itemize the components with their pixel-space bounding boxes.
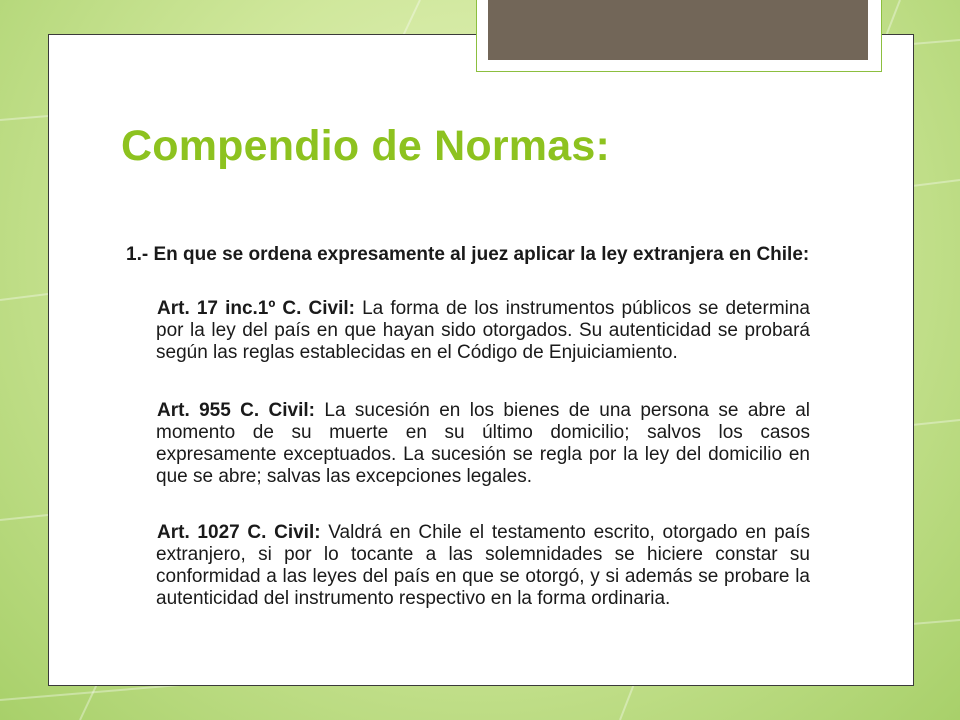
- article-text: La sucesión en los bienes de una persona se abre al momento de su muerte en su último domicilio; salvos los casos expresamente exceptuados. La sucesión se regla por la ley del domicilio en que se abre; salvas las excepciones legales.: [156, 400, 811, 487]
- article-955: [156, 400, 810, 488]
- slide-title: Compendio de Normas:: [121, 122, 610, 170]
- corner-decoration-box: [488, 0, 868, 60]
- article-label: Art. 17 inc.1º C. Civil:: [157, 298, 355, 319]
- article-label: Art. 1027 C. Civil:: [157, 522, 321, 543]
- article-17: [156, 298, 810, 364]
- slide-body: [126, 244, 810, 610]
- article-text: Valdrá en Chile el testamento escrito, otorgado en país extranjero, si por lo tocante a las solemnidades se hiciere constar su conformidad a las leyes del país en que se otorgó, y si además se probare la autenticidad del instrumento respectivo en la forma ordinaria.: [156, 522, 810, 609]
- section-heading: 1.- En que se ordena expresamente al juez aplicar la ley extranjera en Chile:: [126, 244, 810, 265]
- article-text: La forma de los instrumentos públicos se determina por la ley del país en que hayan sido otorgados. Su autenticidad se probará según las reglas establecidas en el Código de Enjuiciamiento.: [156, 298, 810, 363]
- article-label: Art. 955 C. Civil:: [157, 400, 315, 421]
- article-1027: [156, 522, 810, 610]
